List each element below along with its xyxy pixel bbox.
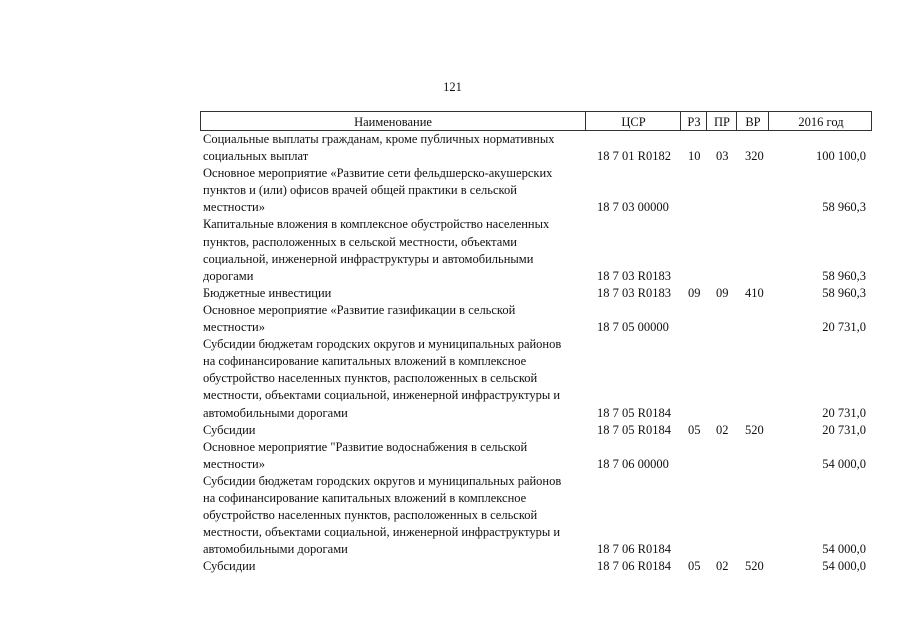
row-name-line: дорогами: [203, 268, 254, 283]
row-name-line: местности»: [203, 456, 265, 471]
row-name-line: автомобильными дорогами: [203, 542, 348, 557]
row-pr: 02: [716, 422, 729, 437]
row-amount: 54 000,0: [822, 559, 866, 574]
row-name-line: Социальные выплаты гражданам, кроме публичных нормативных: [203, 132, 555, 146]
row-name-line: на софинансирование капитальных вложений в комплексное: [203, 354, 527, 369]
row-pr: 09: [716, 285, 729, 300]
row-rz: 05: [688, 559, 701, 574]
row-amount: 20 731,0: [822, 405, 866, 420]
row-amount: 58 960,3: [822, 200, 866, 215]
header-rz: РЗ: [680, 112, 707, 130]
row-name-line: на софинансирование капитальных вложений в комплексное: [203, 490, 527, 505]
row-vr: 410: [745, 285, 764, 300]
table-row: [200, 422, 900, 439]
row-csr: 18 7 06 00000: [597, 456, 669, 471]
row-name-line: обустройство населенных пунктов, расположенных в сельской: [203, 508, 538, 523]
row-csr: 18 7 01 R0182: [597, 149, 671, 164]
row-name-line: Субсидии бюджетам городских округов и муниципальных районов: [203, 473, 562, 488]
row-csr: 18 7 05 R0184: [597, 422, 671, 437]
row-name-line: местности, объектами социальной, инженерной инфраструктуры и: [203, 525, 561, 540]
row-pr: 03: [716, 149, 729, 164]
row-name-line: Субсидии: [203, 422, 256, 437]
row-name-line: Основное мероприятие «Развитие сети фельдшерско-акушерских: [203, 166, 553, 181]
row-name: [200, 216, 588, 284]
row-name-line: местности, объектами социальной, инженерной инфраструктуры и: [203, 388, 561, 403]
table-body: [200, 131, 900, 575]
row-csr: 18 7 06 R0184: [597, 559, 671, 574]
row-name-line: Субсидии: [203, 559, 256, 574]
row-amount: 58 960,3: [822, 268, 866, 283]
row-name-line: пунктов, расположенных в сельской местности, объектами: [203, 234, 517, 249]
table-row: [200, 302, 900, 336]
row-csr: 18 7 03 R0183: [597, 268, 671, 283]
row-amount: 58 960,3: [822, 285, 866, 300]
row-vr: 520: [745, 559, 764, 574]
row-name-line: социальных выплат: [203, 149, 309, 164]
row-name-line: местности»: [203, 200, 265, 215]
header-vr: ВР: [736, 112, 769, 130]
row-name: [200, 131, 588, 165]
row-name-line: Субсидии бюджетам городских округов и муниципальных районов: [203, 337, 562, 352]
row-name-line: обустройство населенных пунктов, расположенных в сельской: [203, 371, 538, 386]
row-csr: 18 7 03 00000: [597, 200, 669, 215]
row-name-line: автомобильными дорогами: [203, 405, 348, 420]
table-row: [200, 558, 900, 575]
row-name: [200, 439, 588, 473]
table-row: [200, 439, 900, 473]
table-header: [200, 111, 872, 131]
row-csr: 18 7 03 R0183: [597, 285, 671, 300]
table-row: [200, 216, 900, 284]
row-amount: 54 000,0: [822, 542, 866, 557]
row-name: [200, 422, 588, 439]
header-name: Наименование: [354, 115, 432, 129]
row-name-line: Капитальные вложения в комплексное обустройство населенных: [203, 217, 550, 232]
row-csr: 18 7 05 R0184: [597, 405, 671, 420]
header-pr: ПР: [706, 112, 737, 130]
row-name: [200, 336, 588, 421]
row-csr: 18 7 05 00000: [597, 320, 669, 335]
row-name: [200, 285, 588, 302]
row-rz: 05: [688, 422, 701, 437]
row-name-line: местности»: [203, 320, 265, 335]
row-name: [200, 165, 588, 216]
row-amount: 100 100,0: [816, 149, 866, 164]
row-name-line: Бюджетные инвестиции: [203, 285, 332, 300]
row-rz: 10: [688, 149, 701, 164]
table-row: [200, 131, 900, 165]
row-name: [200, 473, 588, 558]
row-name-line: Основное мероприятие «Развитие газификации в сельской: [203, 302, 516, 317]
row-name-line: пунктов и (или) офисов врачей общей практики в сельской: [203, 183, 517, 198]
table-row: [200, 336, 900, 421]
page-number: 121: [443, 80, 462, 94]
row-csr: 18 7 06 R0184: [597, 542, 671, 557]
header-year: 2016 год: [768, 112, 873, 130]
table-row: [200, 165, 900, 216]
row-pr: 02: [716, 559, 729, 574]
table-row: [200, 285, 900, 302]
row-amount: 54 000,0: [822, 456, 866, 471]
row-name: [200, 558, 588, 575]
row-rz: 09: [688, 285, 701, 300]
row-amount: 20 731,0: [822, 320, 866, 335]
row-name-line: социальной, инженерной инфраструктуры и автомобильными: [203, 251, 534, 266]
table-row: [200, 473, 900, 558]
row-name: [200, 302, 588, 336]
row-vr: 320: [745, 149, 764, 164]
row-amount: 20 731,0: [822, 422, 866, 437]
row-name-line: Основное мероприятие "Развитие водоснабжения в сельской: [203, 439, 528, 454]
row-vr: 520: [745, 422, 764, 437]
header-csr: ЦСР: [585, 112, 681, 130]
